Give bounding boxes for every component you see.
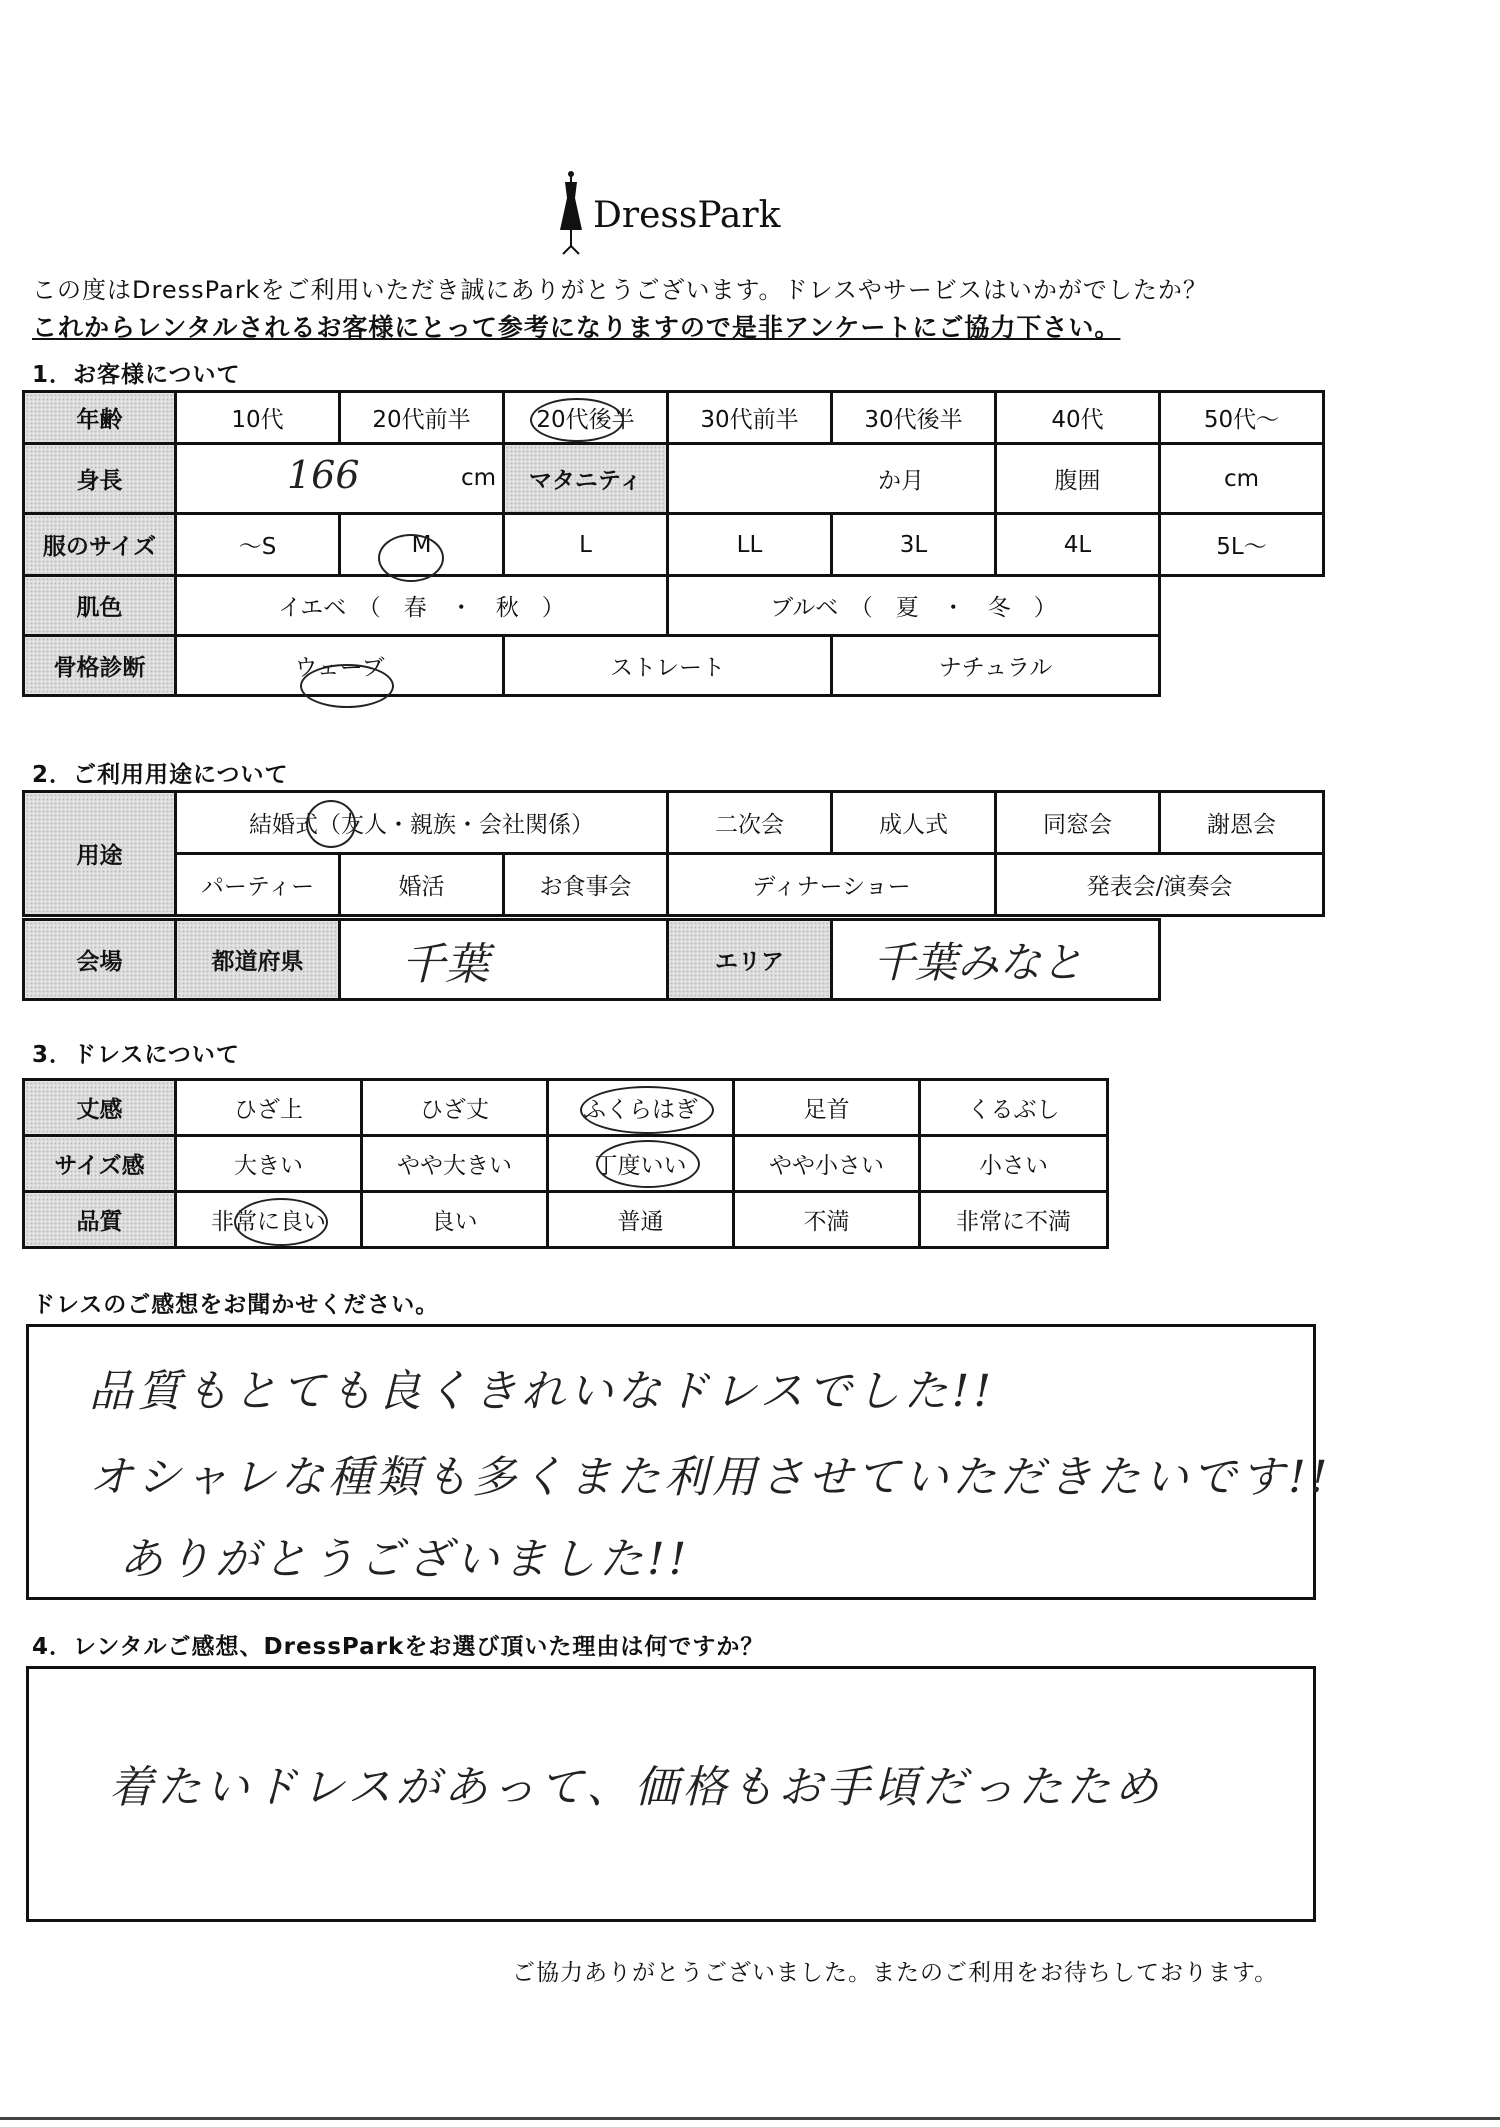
- purpose-table: [22, 790, 1325, 917]
- skin-label: 肌色: [24, 576, 176, 636]
- quality-option-selected[interactable]: 非常に良い: [176, 1192, 362, 1248]
- skin-yellow-option[interactable]: イエベ （ 春 ・ 秋 ）: [176, 576, 668, 636]
- size-option[interactable]: 4L: [996, 514, 1160, 576]
- waist-label: 腹囲: [996, 444, 1160, 514]
- height-unit: cm: [460, 465, 496, 491]
- size-option[interactable]: L: [504, 514, 668, 576]
- comment-prompt: ドレスのご感想をお聞かせください。: [32, 1292, 440, 1318]
- section1-title: 1．お客様について: [32, 362, 241, 388]
- age-option[interactable]: 40代: [996, 392, 1160, 444]
- quality-option[interactable]: 非常に不満: [920, 1192, 1108, 1248]
- size-label: 服のサイズ: [24, 514, 176, 576]
- purpose-option[interactable]: 成人式: [832, 792, 996, 854]
- purpose-option[interactable]: ディナーショー: [668, 854, 996, 916]
- frame-label: 骨格診断: [24, 636, 176, 696]
- purpose-option[interactable]: 発表会/演奏会: [996, 854, 1324, 916]
- purpose-option[interactable]: 二次会: [668, 792, 832, 854]
- dress-table: [22, 1078, 1109, 1249]
- size-option[interactable]: 3L: [832, 514, 996, 576]
- age-option[interactable]: 20代前半: [340, 392, 504, 444]
- purpose-option[interactable]: パーティー: [176, 854, 340, 916]
- section2-title: 2．ご利用用途について: [32, 762, 289, 788]
- quality-option[interactable]: 普通: [548, 1192, 734, 1248]
- skin-blue-option[interactable]: ブルベ （ 夏 ・ 冬 ）: [668, 576, 1160, 636]
- months-field[interactable]: か月: [668, 444, 996, 514]
- dress-mannequin-icon: [555, 168, 587, 258]
- height-label: 身長: [24, 444, 176, 514]
- frame-option[interactable]: ナチュラル: [832, 636, 1160, 696]
- intro-request: これからレンタルされるお客様にとって参考になりますので是非アンケートにご協力下さい。: [32, 313, 1121, 342]
- comment-line: 品質もとても良くきれいなドレスでした!!: [89, 1366, 996, 1417]
- comment-line: オシャレな種類も多くまた利用させていただきたいです!!: [89, 1452, 1332, 1503]
- frame-row: [24, 636, 1324, 696]
- reason-comment-box[interactable]: [26, 1666, 1316, 1922]
- reason-comment: 着たいドレスがあって、価格もお手頃だったため: [109, 1762, 1163, 1813]
- size-option[interactable]: 5L～: [1160, 514, 1324, 576]
- area-field[interactable]: [832, 920, 1160, 1000]
- length-option[interactable]: 足首: [734, 1080, 920, 1136]
- section4-title: 4．レンタルご感想、DressParkをお選び頂いた理由は何ですか？: [32, 1634, 765, 1660]
- fit-option[interactable]: やや小さい: [734, 1136, 920, 1192]
- area-value: 千葉みなと: [873, 937, 1084, 987]
- size-row: [24, 514, 1324, 576]
- comment-line: ありがとうございました!!: [119, 1534, 691, 1585]
- wedding-option[interactable]: 結婚式（友人・親族・会社関係）: [176, 792, 668, 854]
- age-label: 年齢: [24, 392, 176, 444]
- prefecture-label: 都道府県: [176, 920, 340, 1000]
- dress-row: [24, 1080, 1108, 1136]
- fit-label: サイズ感: [24, 1136, 176, 1192]
- area-label: エリア: [668, 920, 832, 1000]
- height-value: 166: [287, 453, 360, 497]
- dress-comment-box[interactable]: [26, 1324, 1332, 1600]
- age-option[interactable]: 50代～: [1160, 392, 1324, 444]
- size-option[interactable]: ～S: [176, 514, 340, 576]
- skin-row: [24, 576, 1324, 636]
- length-option[interactable]: くるぶし: [920, 1080, 1108, 1136]
- age-option[interactable]: 10代: [176, 392, 340, 444]
- intro-text: この度はDressParkをご利用いただき誠にありがとうございます。ドレスやサービスはいかがでしたか？: [32, 276, 1208, 304]
- size-option-selected[interactable]: M: [340, 514, 504, 576]
- length-option[interactable]: ひざ丈: [362, 1080, 548, 1136]
- bottom-rule: [0, 2117, 1500, 2120]
- purpose-option[interactable]: 同窓会: [996, 792, 1160, 854]
- frame-option-selected[interactable]: ウェーブ: [176, 636, 504, 696]
- logo: [555, 168, 780, 258]
- age-option[interactable]: 30代前半: [668, 392, 832, 444]
- dress-row: [24, 1192, 1108, 1248]
- prefecture-field[interactable]: [340, 920, 668, 1000]
- fit-option[interactable]: 小さい: [920, 1136, 1108, 1192]
- height-row: [24, 444, 1324, 514]
- height-field[interactable]: [176, 444, 504, 514]
- venue-table: [22, 918, 1324, 1001]
- purpose-option[interactable]: お食事会: [504, 854, 668, 916]
- age-row: [24, 392, 1324, 444]
- purpose-label: 用途: [24, 792, 176, 916]
- fit-option-selected[interactable]: 丁度いい: [548, 1136, 734, 1192]
- thanks-message: ご協力ありがとうございました。またのご利用をお待ちしております。: [512, 1960, 1279, 1986]
- customer-table: [22, 390, 1325, 697]
- quality-option[interactable]: 不満: [734, 1192, 920, 1248]
- length-option[interactable]: ひざ上: [176, 1080, 362, 1136]
- length-option-selected[interactable]: ふくらはぎ: [548, 1080, 734, 1136]
- purpose-option[interactable]: 婚活: [340, 854, 504, 916]
- fit-option[interactable]: やや大きい: [362, 1136, 548, 1192]
- quality-label: 品質: [24, 1192, 176, 1248]
- length-label: 丈感: [24, 1080, 176, 1136]
- frame-option[interactable]: ストレート: [504, 636, 832, 696]
- prefecture-value: 千葉: [401, 938, 489, 990]
- brand-name: DressPark: [593, 195, 781, 236]
- size-option[interactable]: LL: [668, 514, 832, 576]
- fit-option[interactable]: 大きい: [176, 1136, 362, 1192]
- maternity-label: マタニティ: [504, 444, 668, 514]
- waist-unit[interactable]: cm: [1160, 444, 1324, 514]
- quality-option[interactable]: 良い: [362, 1192, 548, 1248]
- dress-row: [24, 1136, 1108, 1192]
- venue-label: 会場: [24, 920, 176, 1000]
- section3-title: 3．ドレスについて: [32, 1042, 240, 1068]
- purpose-option[interactable]: 謝恩会: [1160, 792, 1324, 854]
- age-option-selected[interactable]: 20代後半: [504, 392, 668, 444]
- age-option[interactable]: 30代後半: [832, 392, 996, 444]
